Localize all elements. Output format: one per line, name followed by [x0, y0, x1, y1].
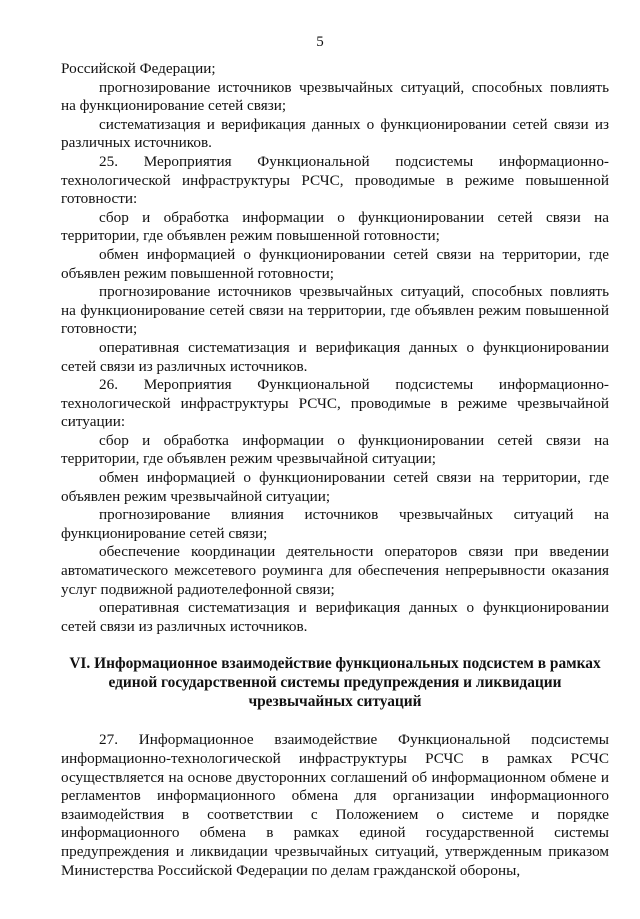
paragraph: оперативная систематизация и верификация данных о функционировании сетей связи из различных источников.	[61, 338, 609, 375]
paragraph: систематизация и верификация данных о функционировании сетей связи из различных источников.	[61, 115, 609, 152]
paragraph-group-top	[61, 60, 609, 636]
paragraph: прогнозирование источников чрезвычайных ситуаций, способных повлиять на функционирование сетей связи на территории, где объявлен режим повышенной готовности;	[61, 283, 609, 338]
paragraph: обеспечение координации деятельности операторов связи при введении автоматического межсетевого роуминга для обеспечения непрерывности оказания услуг подвижной радиотелефонной связи;	[61, 543, 609, 598]
paragraph: прогнозирование источников чрезвычайных ситуаций, способных повлиять на функционирование сетей связи;	[61, 78, 609, 115]
paragraph: оперативная систематизация и верификация данных о функционировании сетей связи из различных источников.	[61, 599, 609, 635]
document-body	[61, 60, 609, 880]
paragraph: обмен информацией о функционировании сетей связи на территории, где объявлен режим чрезвычайной ситуации;	[61, 469, 609, 505]
paragraph: 25. Мероприятия Функциональной подсистемы информационно-технологической инфраструктуры РСЧС, проводимые в режиме повышенной готовности:	[61, 152, 609, 208]
paragraph: 27. Информационное взаимодействие Функциональной подсистемы информационно-технологической инфраструктуры РСЧС в рамках РСЧС осуществляется на основе двусторонних соглашений об информационном обмене и регламентов информационного обмена для организации информационного взаимодействия в соответствии с Положением о системе и порядке информационного обмена в рамках единой государственной системы предупреждения и ликвидации чрезвычайных ситуаций, утвержденным приказом Министерства Российской Федерации по делам гражданской обороны,	[61, 731, 609, 879]
paragraph-group-bottom	[61, 731, 609, 880]
section-heading-line: единой государственной системы предупреждения и ликвидации	[108, 674, 562, 692]
page-number: 5	[316, 34, 324, 50]
paragraph: сбор и обработка информации о функционировании сетей связи на территории, где объявлен режим повышенной готовности;	[61, 208, 609, 245]
paragraph: прогнозирование влияния источников чрезвычайных ситуаций на функционирование сетей связи;	[61, 506, 609, 542]
section-heading	[61, 654, 609, 711]
paragraph: сбор и обработка информации о функционировании сетей связи на территории, где объявлен режим чрезвычайной ситуации;	[61, 431, 609, 468]
paragraph: 26. Мероприятия Функциональной подсистемы информационно-технологической инфраструктуры РСЧС, проводимые в режиме чрезвычайной ситуации:	[61, 376, 609, 431]
section-heading-line: чрезвычайных ситуаций	[248, 693, 422, 711]
paragraph: обмен информацией о функционировании сетей связи на территории, где объявлен режим повышенной готовности;	[61, 245, 609, 282]
section-heading-line: VI. Информационное взаимодействие функциональных подсистем в рамках	[69, 655, 601, 673]
paragraph: Российской Федерации;	[61, 60, 216, 77]
spacer	[61, 711, 609, 731]
